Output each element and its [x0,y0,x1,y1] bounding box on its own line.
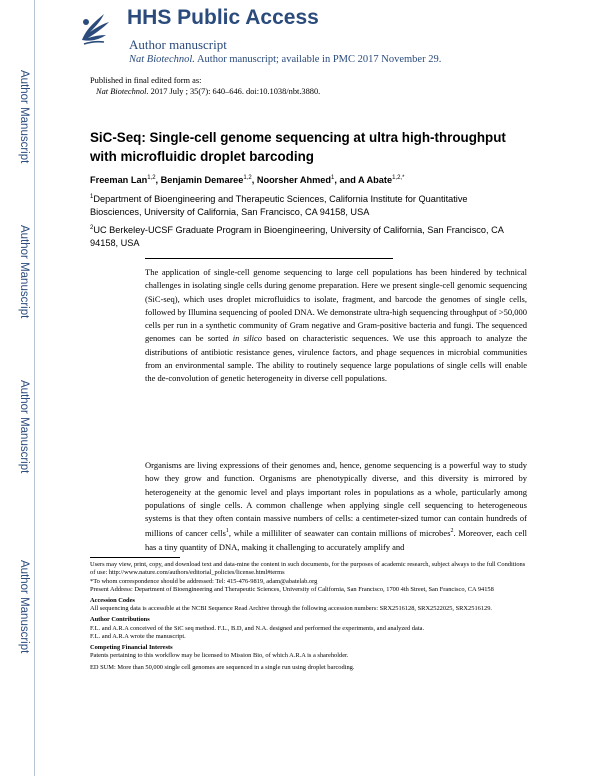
author-affiliation-marker: 1 [331,175,335,181]
contributions-heading: Author Contributions [90,616,150,624]
journal-name: Nat Biotechnol. [129,54,195,65]
sidebar-label: Author Manuscript [18,560,30,654]
header-journal-availability [129,54,441,65]
correspondence-note: *To whom correspondence should be addressed: Tel: 415-476-9819, adam@abatelab.org [90,577,318,585]
published-label: Published in final edited form as: [90,76,202,85]
editor-summary: ED SUM: More than 50,000 single cell genomes are sequenced in a single run using droplet barcoding. [90,663,355,671]
body-text: . Moreover, each cell has a tiny quantity of DNA, making it challenging to accurately amplify and [145,528,527,552]
accession-text: All sequencing data is accessible at the NCBI Sequence Read Archive through the following accession numbers: SRX2516128, SRX2522025, SRX2516129. [90,605,493,613]
competing-interests-text: Patents pertaining to this workflow may be licensed to Mission Bio, of which A.R.A is a shareholder. [90,652,349,660]
reference-marker: 2 [450,528,454,535]
intro-paragraph [145,459,527,554]
body-text: Organisms are living expressions of their genomes and, hence, genome sequencing is a powerful way to study how they grow and function. Organisms are phenotypically diverse, and this diversity is mirrored by heterogeneity at the genomic level and plays important roles in populations as a whole, particularly among populations of single cells. A common challenge when applying single cell sequencing to heterogeneous systems is that they often contain massive numbers of cells: a centimeter-sized tumor can contain hundreds of millions of cancer cells [145,460,527,539]
affiliation-number: 2 [90,225,94,231]
footnotes [90,561,530,672]
author-affiliation-marker: 1,2,* [392,175,405,181]
author-affiliation-marker: 1,2 [243,175,252,181]
author-manuscript-sidebar [0,0,36,776]
footnote-divider [90,557,180,558]
present-address-note: Present Address: Department of Bioengineering and Therapeutic Sciences, University of California, San Francisco, 1700 4th Street, San Francisco, CA 94158 [90,586,494,594]
hhs-eagle-logo-icon [76,8,114,48]
citation-details: 2017 July ; 35(7): 640–646. doi:10.1038/nbt.3880. [148,87,321,96]
author-separator: , and [334,175,359,186]
abstract-text: based on characteristic sequences. We use this approach to analyze the distributions of antibiotic resistance genes, virulence factors, and phage sequences in microbial communities from an environmental sample. The ability to routinely sequence large populations of single cells will enable the de-convolution of genetic heterogeneity in diverse cell populations. [145,333,527,384]
sidebar-label: Author Manuscript [18,380,30,474]
header-title: HHS Public Access [127,6,319,29]
affiliation [90,191,520,219]
abstract-italic: in silico [232,333,263,344]
affiliation-text: Department of Bioengineering and Therapeutic Sciences, California Institute for Quantitative Biosciences, University of California, San Francisco, CA 94158, USA [90,194,468,218]
author-separator: , [251,175,257,186]
author-name: Benjamin Demaree [160,175,244,186]
affiliation-number: 1 [90,194,94,200]
sidebar-label: Author Manuscript [18,70,30,164]
sidebar-divider [34,0,35,776]
affiliation-text: UC Berkeley-UCSF Graduate Program in Bioengineering, University of California, San Francisco, CA 94158, USA [90,225,504,249]
article-title: SiC-Seq: Single-cell genome sequencing at ultra high-throughput with microfluidic droplet barcoding [90,130,506,164]
abstract [145,266,527,386]
header-subtitle: Author manuscript [129,37,227,52]
author-list [90,175,404,185]
author-separator: , [155,175,161,186]
competing-interests-heading: Competing Financial Interests [90,643,173,651]
citation-journal: Nat Biotechnol. [96,87,149,96]
reference-marker: 1 [225,528,229,535]
accession-heading: Accession Codes [90,597,135,605]
author-name: Freeman Lan [90,175,148,186]
terms-of-use: Users may view, print, copy, and download text and data-mine the content in such documents, for the purposes of academic research, subject always to the full Conditions of use: http://www.nature.com/authors/editorial_policies/license.html#terms [90,561,526,577]
abstract-divider [145,258,393,259]
contributions-text: F.L. and A.R.A wrote the manuscript. [90,633,186,641]
availability-text: Author manuscript; available in PMC 2017 November 29. [194,54,442,65]
author-name: A Abate [358,175,393,186]
sidebar-label: Author Manuscript [18,225,30,319]
body-text: , while a milliliter of seawater can contain millions of microbes [228,528,451,539]
affiliation [90,222,520,250]
contributions-text: F.L. and A.R.A conceived of the SiC seq method. F.L., B.D, and N.A. designed and performed the experiments, and analyzed data. [90,624,425,632]
abstract-text: The application of single-cell genome sequencing to large cell populations has been hindered by technical challenges in isolating single cells during genome preparation. Here we present single-cell genomic sequencing (SiC-seq), which uses droplet microfluidics to isolate, fragment, and barcode the genomes of single cells, followed by Illumina sequencing of pooled DNA. We demonstrate ultra-high sequencing throughput of >50,000 cells per run in a synthetic community of Gram negative and Gram-positive bacteria and fungi. The sequenced genomes can be sorted [145,267,527,344]
citation-line [96,87,320,96]
author-name: Noorsher Ahmed [256,175,332,186]
author-affiliation-marker: 1,2 [147,175,156,181]
